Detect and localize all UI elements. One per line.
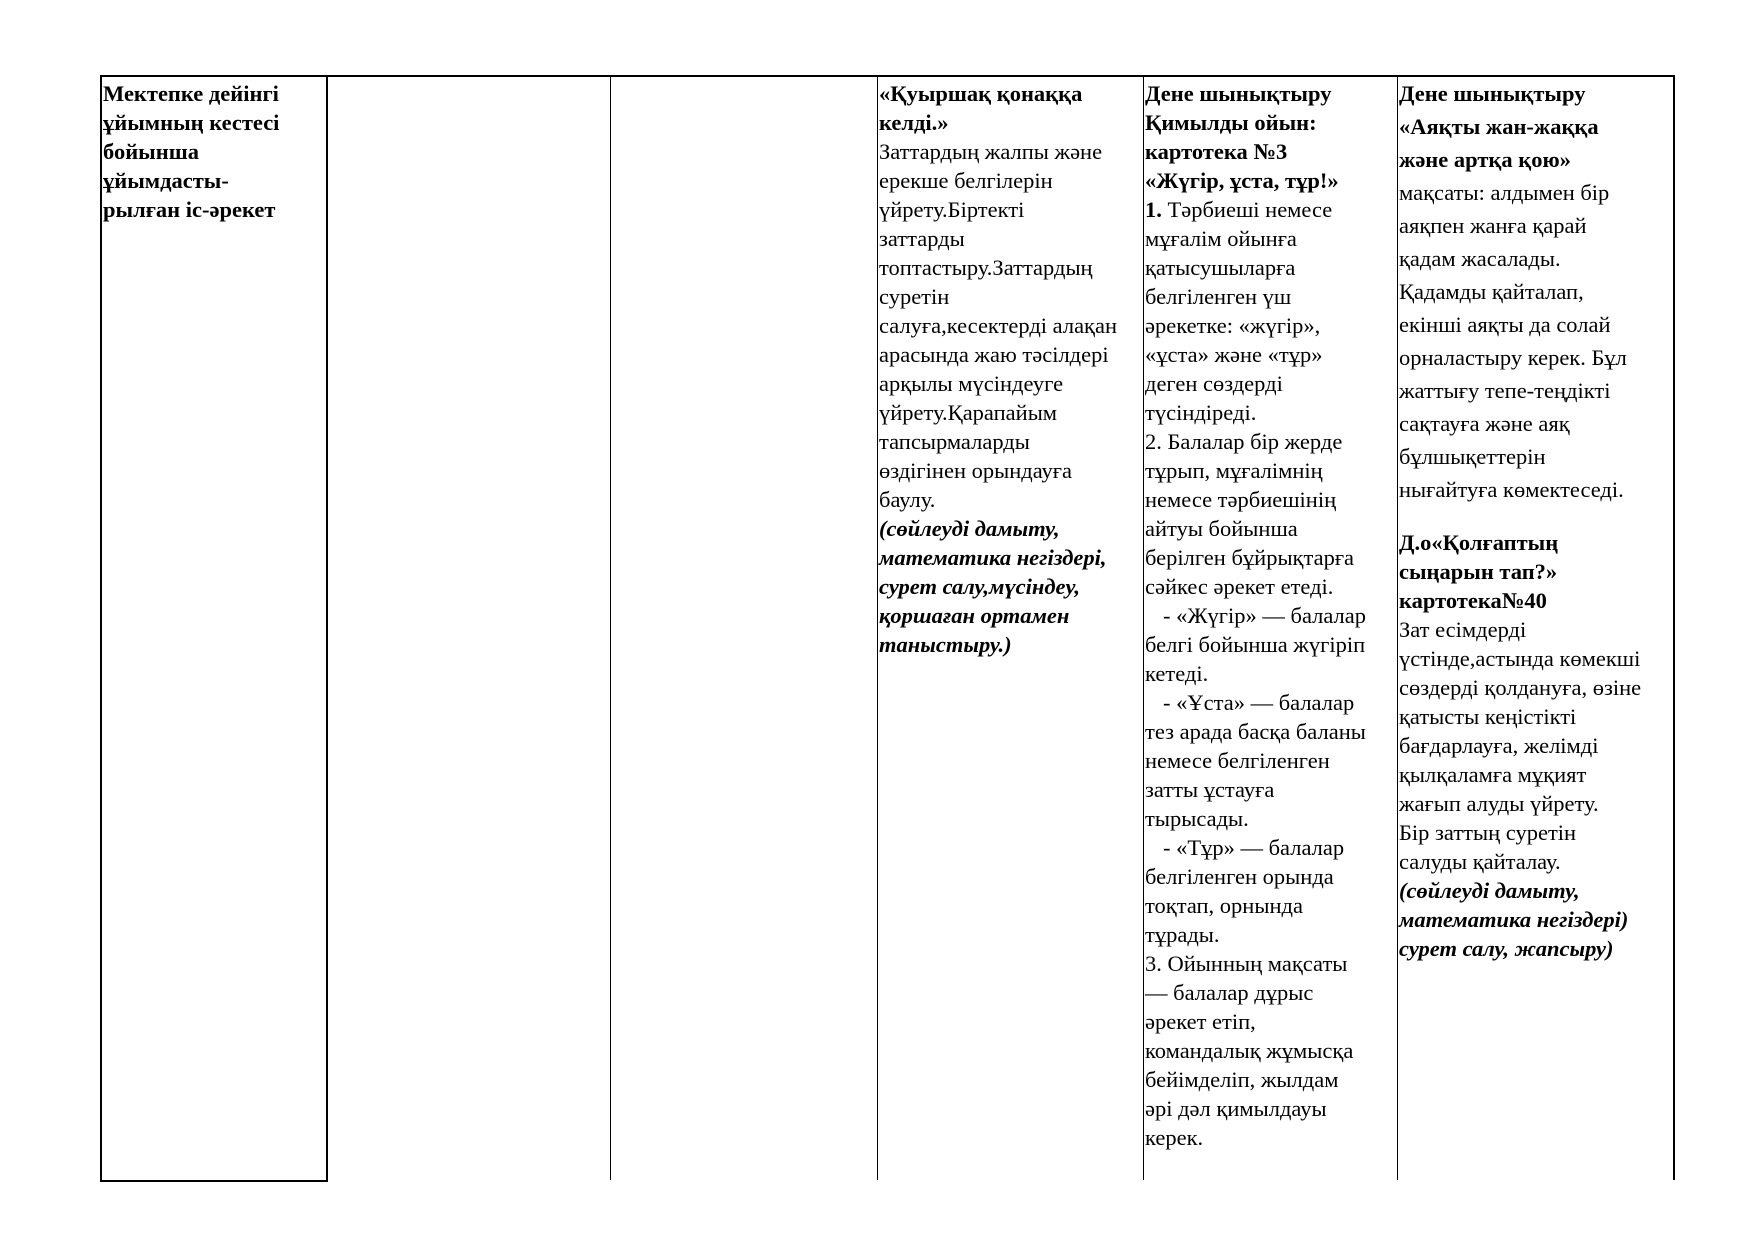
text-line: белгі бойынша жүгіріп [1145,632,1366,657]
text-line: заттарды [879,226,965,251]
text-line: тез арада басқа баланы [1145,719,1366,744]
activity-title: және артқа қою» [1399,147,1571,172]
text-line: бейімделіп, жылдам [1145,1067,1339,1092]
text-line: бойынша [103,139,199,164]
text-line: мақсаты: алдымен бір [1399,180,1610,205]
table-right-border [1673,75,1675,1180]
text-line: Мектепке дейінгі [103,81,279,106]
text-line: тырысады. [1145,806,1249,831]
step-1-line [1145,195,1366,224]
text-line: - «Жүгір» — балалар [1163,603,1367,628]
text-line: түсіндіреді. [1145,400,1257,425]
text-line: деген сөздерді [1145,371,1283,396]
text-line: үйрету.Қарапайым [879,400,1058,425]
col4-activity [879,79,1117,659]
activity-title: «Қуыршақ қонаққа [879,81,1083,106]
text-line: салуға,кесектерді алақан [879,313,1118,338]
text-line: ұйымдасты- [103,168,229,193]
activity-title: картотека№40 [1399,588,1547,613]
col5-right-border [1397,75,1398,1180]
text-line: үйрету.Біртекті [879,197,1025,222]
activity-title: «Аяқты жан-жаққа [1399,114,1599,139]
text-line: нығайтуға көмектеседі. [1399,477,1624,502]
subject-note: математика негіздері, [879,545,1107,570]
subject-note: (сөйлеуді дамыту, [879,516,1060,541]
table-left-border [100,75,102,1182]
text-line: бағдарлауға, желімді [1399,733,1599,758]
text-line: қатысты кеңістікті [1399,704,1577,729]
text-line: тоқтап, орнында [1145,893,1303,918]
text-line: сөздерді қолдануға, өзіне [1399,675,1642,700]
text-line: аяқпен жанға қарай [1399,213,1587,238]
text-line: әрі дәл қимылдауы [1145,1096,1327,1121]
text-line: керек. [1145,1125,1204,1150]
text-line: командалық жұмысқа [1145,1038,1354,1063]
text-line: «ұста» және «тұр» [1145,342,1323,367]
text-line: Бір заттың суретін [1399,820,1577,845]
activity-title: Дене шынықтыру [1399,81,1586,106]
text-line: берілген бұйрықтарға [1145,545,1355,570]
text-line: белгіленген орында [1145,864,1334,889]
activity-title: келді.» [879,110,949,135]
text-line: Зат есімдерді [1399,617,1527,642]
subject-note: таныстыру.) [879,632,1012,657]
col6-activity [1399,77,1641,963]
text-line: мұғалім ойынға [1145,226,1297,251]
text-line: тұрып, мұғалімнің [1145,458,1323,483]
text-line: қадам жасалады. [1399,246,1561,271]
text-line: 3. Ойынның мақсаты [1145,951,1348,976]
text-line: үстінде,астында көмекші [1399,646,1641,671]
text-line: - «Ұста» — балалар [1163,690,1355,715]
text-line: ерекше белгілерін [879,168,1053,193]
text-line: - «Тұр» — балалар [1163,835,1345,860]
subject-note: (сөйлеуді дамыту, [1399,878,1580,903]
step-number: 1. [1145,197,1162,222]
text-line: немесе тәрбиешінің [1145,487,1337,512]
text-line: қатысушыларға [1145,255,1296,280]
col1-right-border [326,75,328,1182]
text-line: рылған іс-әрекет [103,197,276,222]
text-line: немесе белгіленген [1145,748,1330,773]
text-line: тапсырмаларды [879,429,1030,454]
text-line: Заттардың жалпы және [879,139,1103,164]
activity-title: сыңарын тап?» [1399,559,1558,584]
text-line: тұрады. [1145,922,1220,947]
text-line: суретін [879,284,950,309]
text-line: әрекетке: «жүгір», [1145,313,1321,338]
activity-title: Қимылды ойын: [1145,110,1317,135]
col1-bottom-border [100,1180,328,1182]
text-line: арқылы мүсіндеуге [879,371,1064,396]
text-line: өздігінен орындауға [879,458,1073,483]
col3-right-border [877,75,878,1180]
activity-title: Д.о«Қолғаптың [1399,530,1559,555]
text-line: қылқаламға мұқият [1399,762,1587,787]
text-line: Қадамды қайталап, [1399,279,1584,304]
text-line: 2. Балалар бір жерде [1145,429,1343,454]
subject-note: математика негіздері) [1399,907,1629,932]
text-line: сақтауға және аяқ [1399,411,1570,436]
activity-title: Дене шынықтыру [1145,81,1332,106]
text-line: жаттығу тепе-теңдікті [1399,378,1611,403]
spacer [1399,506,1641,528]
subject-note: сурет салу, жапсыру) [1399,936,1614,961]
text-line: екінші аяқты да солай [1399,312,1611,337]
text-line: баулу. [879,487,936,512]
subject-note: қоршаған ортамен [879,603,1070,628]
activity-title: «Жүгір, ұста, тұр!» [1145,168,1339,193]
activity-title: картотека №3 [1145,139,1288,164]
text-line: — балалар дұрыс [1145,980,1314,1005]
text-line: бұлшықеттерін [1399,444,1546,469]
text-line: сәйкес әрекет етеді. [1145,574,1334,599]
text-line: топтастыру.Заттардың [879,255,1093,280]
col5-activity [1145,79,1366,1152]
col2-right-border [610,75,611,1180]
text-line: салуды қайталау. [1399,849,1561,874]
col1-label [103,79,279,224]
text-line: айтуы бойынша [1145,516,1298,541]
text-line: арасында жаю тәсілдері [879,342,1109,367]
text-line: затты ұстауға [1145,777,1275,802]
text-line: кетеді. [1145,661,1209,686]
text-line: ұйымның кестесі [103,110,280,135]
text-line: әрекет етіп, [1145,1009,1256,1034]
subject-note: сурет салу,мүсіндеу, [879,574,1081,599]
text-line: орналастыру керек. Бұл [1399,345,1627,370]
text-line: белгіленген үш [1145,284,1292,309]
text-line: жағып алуды үйрету. [1399,791,1599,816]
col4-right-border [1143,75,1144,1180]
text-line: Тәрбиеші немесе [1161,197,1333,222]
